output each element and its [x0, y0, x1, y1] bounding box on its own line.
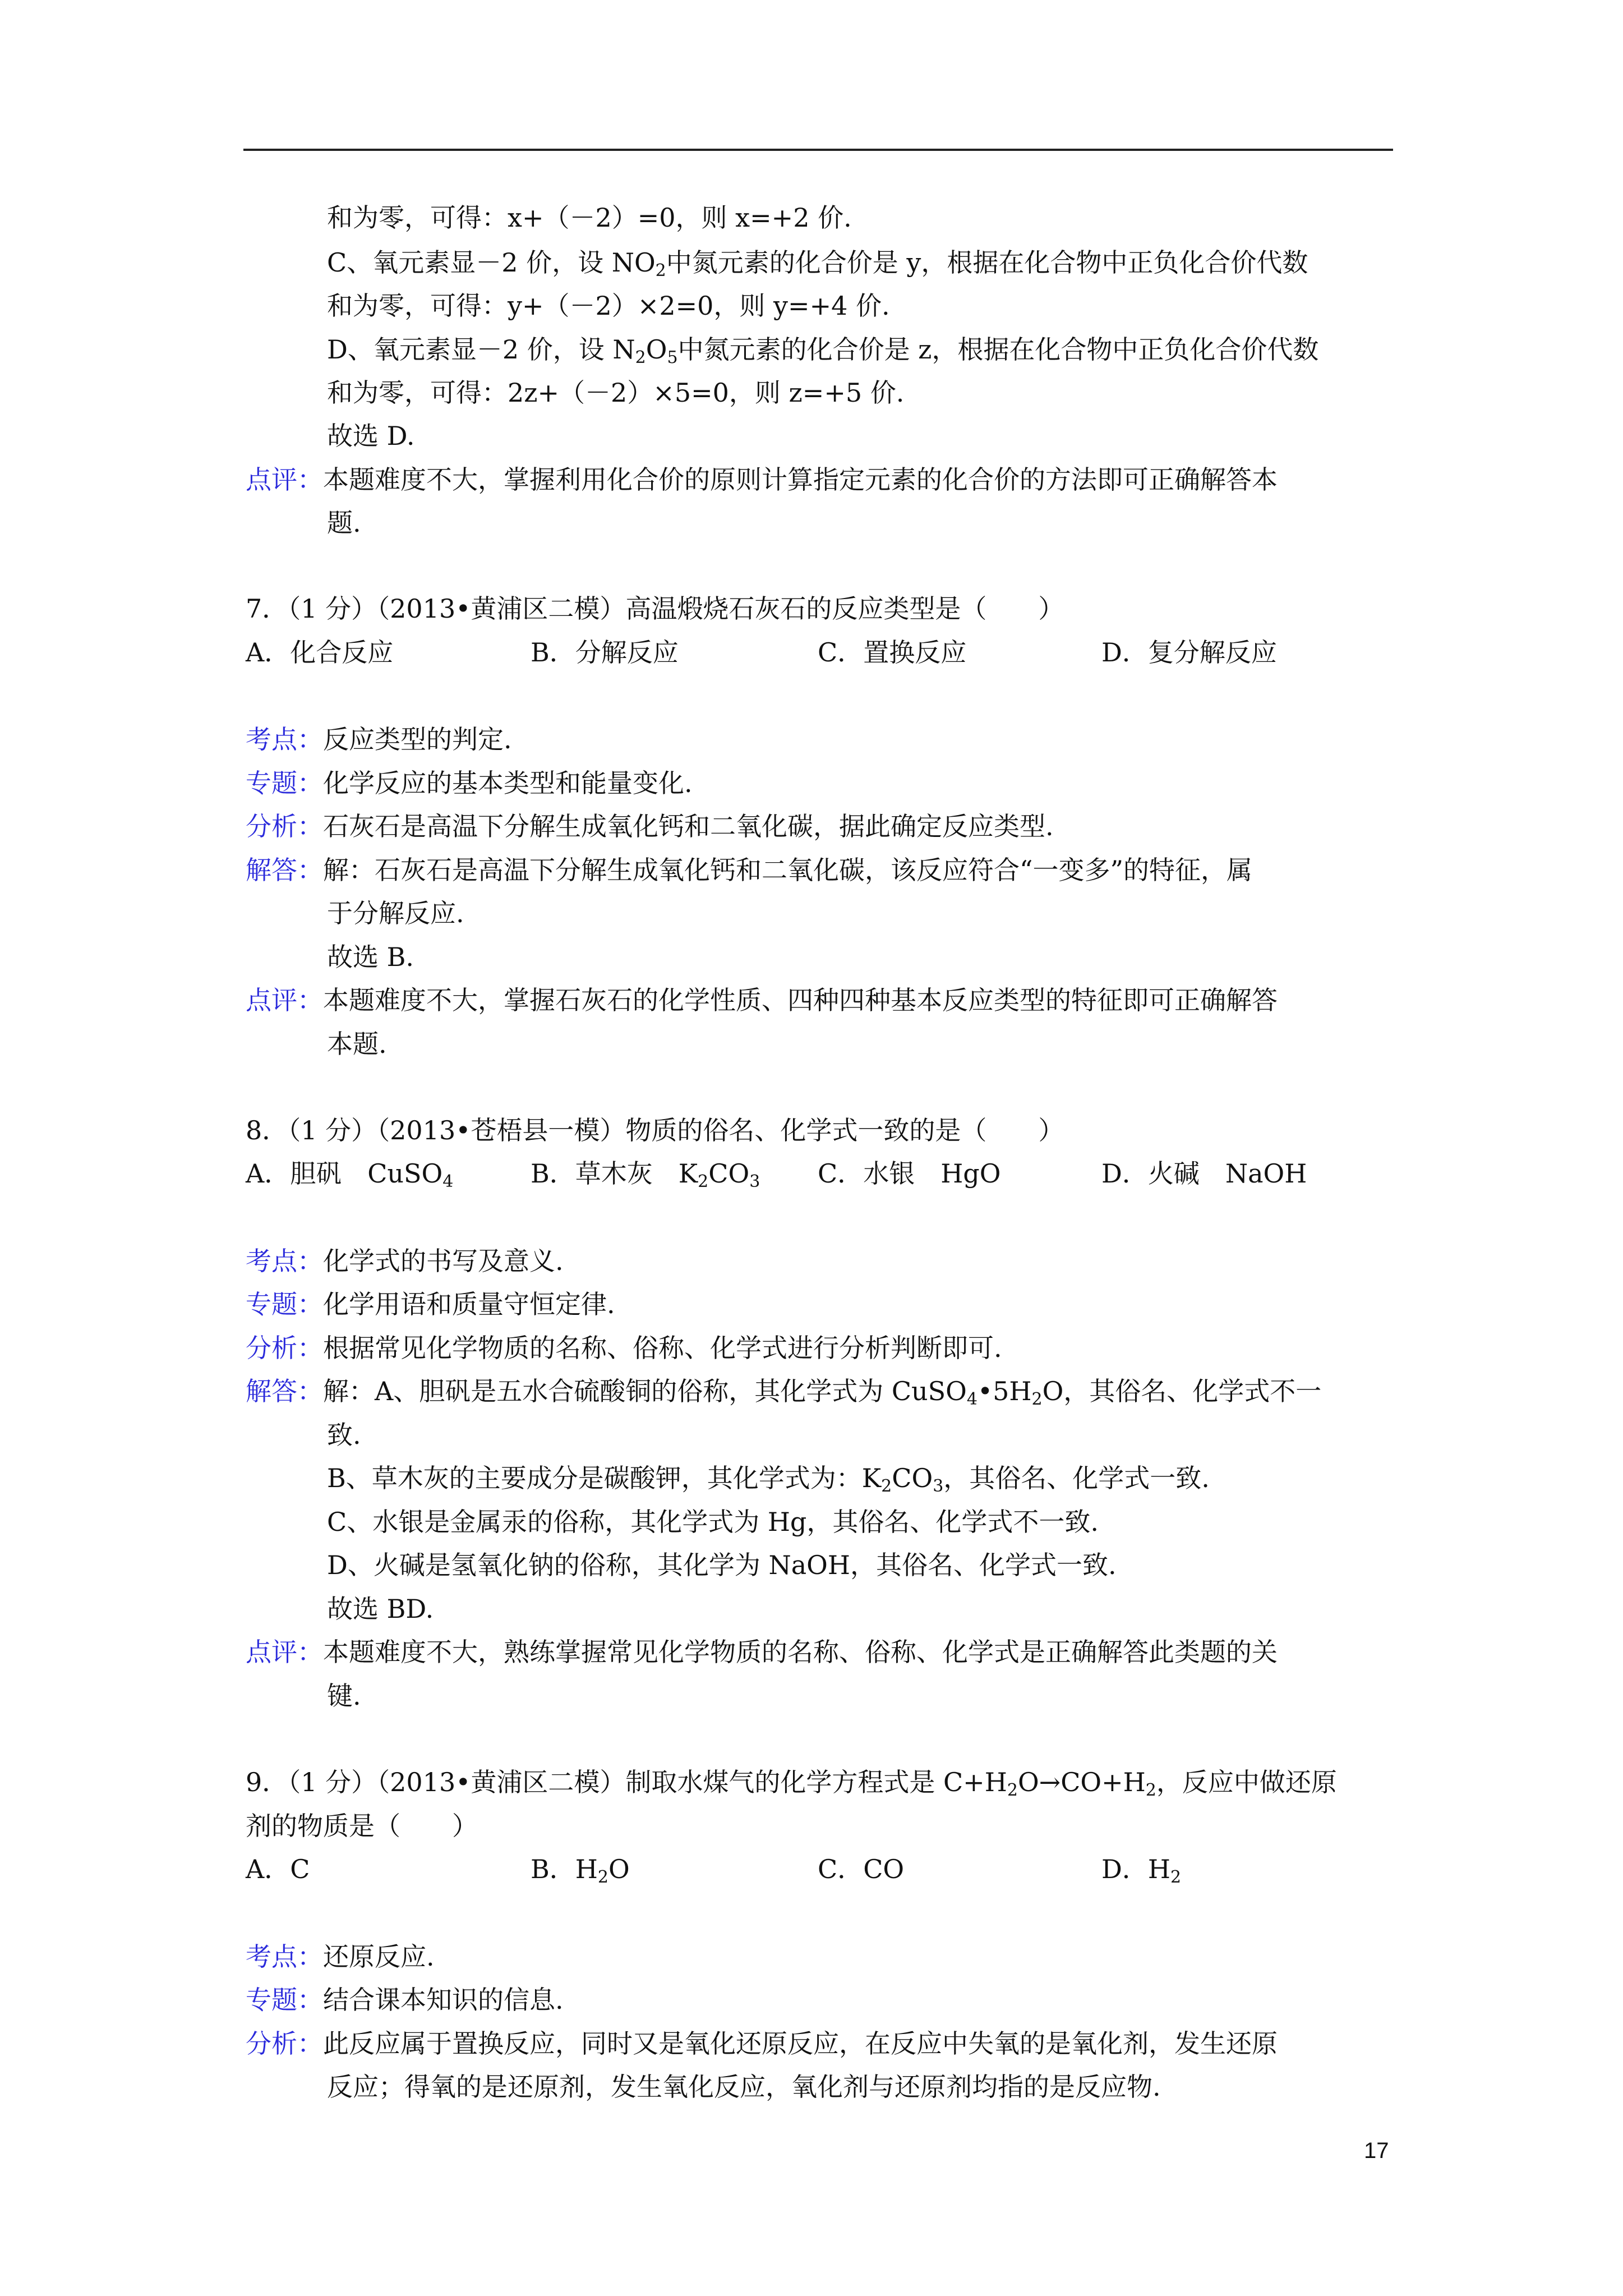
comment-label: 点评：: [246, 464, 323, 495]
q8-dianping-2: 键.: [327, 1681, 361, 1711]
q8-option-a: A．胆矾 CuSO$_4$: [246, 1158, 454, 1191]
q7-kaodian: 考点：反应类型的判定.: [246, 724, 512, 754]
q7-zhuanti: 专题：化学反应的基本类型和能量变化.: [246, 768, 693, 798]
q6-line-d: D、氧元素显－2 价，设 $N_2O_5$中氮元素的化合价是 z，根据在化合物中正负化合价代数: [327, 334, 1319, 367]
q9-question: 9．（1 分）（2013•黄浦区二模）制取水煤气的化学方程式是 $C+H_2O\to CO+H_2$，反应中做还原: [246, 1767, 1337, 1800]
q7-option-a: A．化合反应: [246, 637, 394, 668]
q6-line-6: 故选 D.: [327, 421, 415, 451]
q9-kaodian: 考点：还原反应.: [246, 1941, 435, 1972]
q9-zhuanti: 专题：结合课本知识的信息.: [246, 1985, 564, 2015]
q8-zhuanti: 专题：化学用语和质量守恒定律.: [246, 1289, 615, 1319]
q8-jieda-end: 故选 BD.: [327, 1594, 434, 1624]
q8-dianping: 点评：本题难度不大，熟练掌握常见化学物质的名称、俗称、化学式是正确解答此类题的关: [246, 1637, 1278, 1667]
q7-question: 7．（1 分）（2013•黄浦区二模）高温煅烧石灰石的反应类型是（ ）: [246, 593, 1064, 624]
q9-option-b: B．$H_2O$: [531, 1854, 630, 1887]
q6-line-5: 和为零，可得：2z+（－2）×5=0，则 z=+5 价.: [327, 378, 905, 408]
q8-jieda: 解答：解：A、胆矾是五水合硫酸铜的俗称，其化学式为 $CuSO_4•5H_2O$，其俗名、化学式不一: [246, 1376, 1322, 1409]
q8-jieda-b: B、草木灰的主要成分是碳酸钾，其化学式为：$K_2CO_3$，其俗名、化学式一致.: [327, 1463, 1210, 1496]
q6-line-c: C、氧元素显－2 价，设 $NO_2$中氮元素的化合价是 y，根据在化合物中正负化合价代数: [327, 247, 1308, 280]
page-number: 17: [1364, 2138, 1389, 2163]
q7-option-d: D．复分解反应: [1101, 637, 1277, 668]
q8-jieda-c: C、水银是金属汞的俗称，其化学式为 Hg，其俗名、化学式不一致.: [327, 1507, 1099, 1537]
q9-option-a: A．C: [246, 1854, 310, 1884]
q9-option-c: C．CO: [818, 1854, 905, 1884]
q8-option-d: D．火碱 NaOH: [1101, 1158, 1307, 1189]
q9-question-2: 剂的物质是（ ）: [246, 1811, 478, 1841]
q8-option-b: B．草木灰 $K_2CO_3$: [531, 1158, 760, 1191]
q8-jieda-a-2: 致.: [327, 1420, 361, 1450]
q8-question: 8．（1 分）（2013•苍梧县一模）物质的俗名、化学式一致的是（ ）: [246, 1115, 1064, 1145]
header-rule: [243, 149, 1393, 151]
q7-dianping-2: 本题.: [327, 1029, 387, 1059]
q7-fenxi: 分析：石灰石是高温下分解生成氧化钙和二氧化碳，据此确定反应类型.: [246, 811, 1054, 841]
q6-line-3: 和为零，可得：y+（－2）×2=0，则 y=+4 价.: [327, 291, 890, 321]
q7-option-b: B．分解反应: [531, 637, 679, 668]
q6-comment: 点评：本题难度不大，掌握利用化合价的原则计算指定元素的化合价的方法即可正确解答本: [246, 464, 1278, 495]
q7-dianping: 点评：本题难度不大，掌握石灰石的化学性质、四种四种基本反应类型的特征即可正确解答: [246, 985, 1278, 1015]
q6-comment-2: 题.: [327, 508, 361, 538]
q8-jieda-d: D、火碱是氢氧化钠的俗称，其化学为 NaOH，其俗名、化学式一致.: [327, 1550, 1117, 1580]
q8-option-c: C．水银 HgO: [818, 1158, 1001, 1189]
q6-line-1: 和为零，可得：x+（－2）=0，则 x=+2 价.: [327, 203, 852, 233]
q7-jieda-2: 于分解反应.: [327, 898, 464, 928]
q9-option-d: D．$H_2$: [1101, 1854, 1182, 1887]
q9-fenxi-2: 反应；得氧的是还原剂，发生氧化反应，氧化剂与还原剂均指的是反应物.: [327, 2072, 1161, 2102]
q7-jieda-3: 故选 B.: [327, 942, 414, 972]
q8-fenxi: 分析：根据常见化学物质的名称、俗称、化学式进行分析判断即可.: [246, 1333, 1002, 1363]
q7-jieda: 解答：解：石灰石是高温下分解生成氧化钙和二氧化碳，该反应符合“一变多”的特征，属: [246, 855, 1253, 885]
q8-kaodian: 考点：化学式的书写及意义.: [246, 1246, 564, 1276]
q7-option-c: C．置换反应: [818, 637, 967, 668]
q9-fenxi: 分析：此反应属于置换反应，同时又是氧化还原反应，在反应中失氧的是氧化剂，发生还原: [246, 2028, 1278, 2059]
